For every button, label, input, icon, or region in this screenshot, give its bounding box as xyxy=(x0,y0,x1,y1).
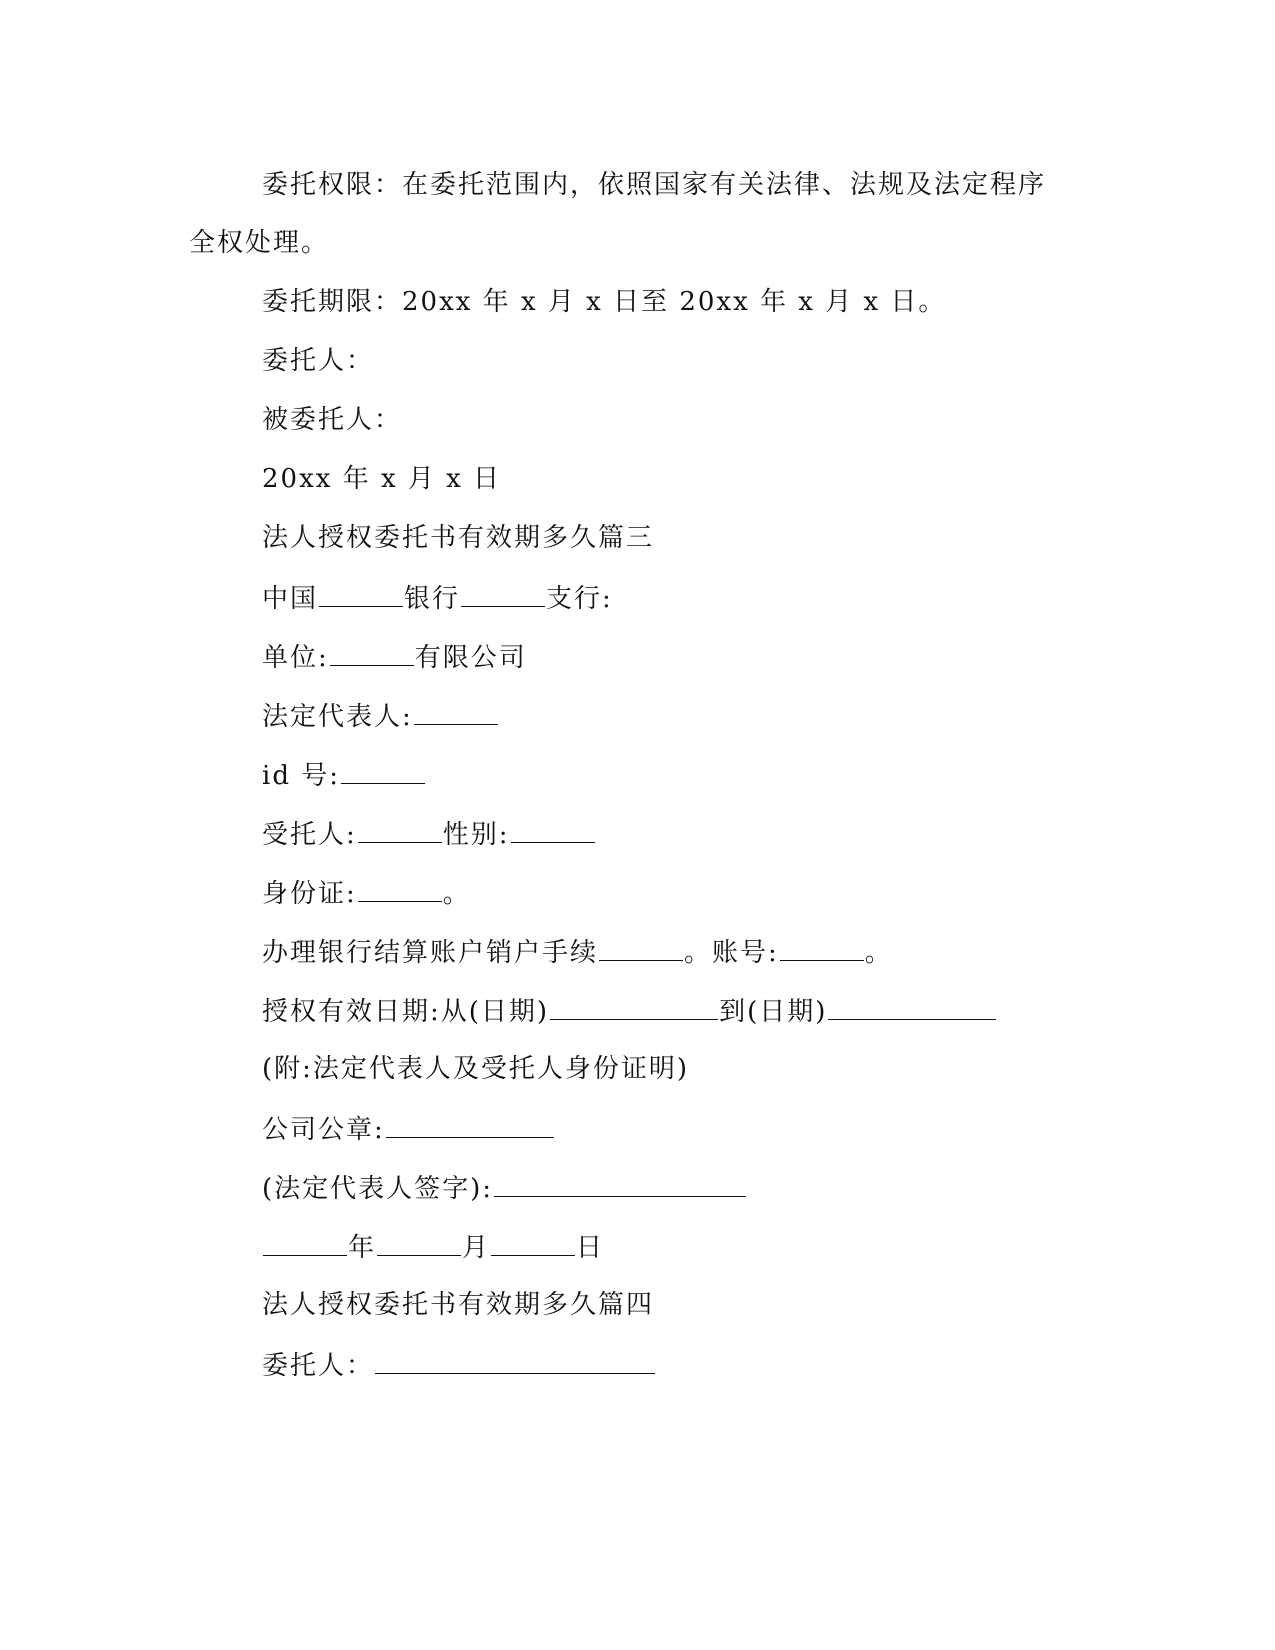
principal-label: 委托人： xyxy=(262,346,375,376)
attachment-note: (附:法定代表人及受托人身份证明) xyxy=(262,1054,690,1084)
seal-label: 公司公章: xyxy=(262,1115,385,1145)
bank-name-blank xyxy=(319,580,403,607)
authority-scope-continuation: 全权处理。 xyxy=(189,228,330,258)
validity-line xyxy=(262,993,997,1029)
id-label: id 号: xyxy=(262,761,340,791)
trustee-line xyxy=(262,816,596,852)
trustee-blank xyxy=(358,816,442,843)
signature-line xyxy=(262,1170,747,1206)
validity-from-label: 授权有效日期:从(日期) xyxy=(262,997,550,1027)
section-heading-three: 法人授权委托书有效期多久篇三 xyxy=(262,523,655,553)
gender-label: 性别: xyxy=(442,820,510,850)
unit-line xyxy=(262,639,527,675)
month-blank xyxy=(377,1229,461,1256)
unit-label: 单位: xyxy=(262,643,329,673)
authority-period-line: 委托期限：20xx 年 x 月 x 日至 20xx 年 x 月 x 日。 xyxy=(262,287,947,317)
signature-label: (法定代表人签字): xyxy=(262,1174,494,1204)
handle-line xyxy=(262,934,893,970)
signature-blank xyxy=(494,1170,746,1197)
signing-date: 20xx 年 x 月 x 日 xyxy=(262,464,502,494)
bank-line xyxy=(262,580,613,616)
authority-scope-line: 委托权限：在委托范围内，依照国家有关法律、法规及法定程序 xyxy=(262,170,1047,200)
account-label: 。账号: xyxy=(684,938,779,968)
idcard-label: 身份证: xyxy=(262,879,357,909)
principal-line xyxy=(262,1347,656,1383)
legal-rep-line xyxy=(262,698,499,734)
bank-line-middle: 银行 xyxy=(404,584,461,614)
id-line xyxy=(262,757,426,793)
account-blank xyxy=(780,934,864,961)
validity-to-label: 到(日期) xyxy=(719,997,828,1027)
principal-line-label: 委托人： xyxy=(262,1351,375,1381)
bank-line-prefix: 中国 xyxy=(262,584,319,614)
legal-rep-blank xyxy=(414,698,498,725)
handle-end: 。 xyxy=(864,938,893,968)
idcard-blank xyxy=(358,875,442,902)
legal-rep-label: 法定代表人: xyxy=(262,702,413,732)
trustee-label: 受托人: xyxy=(262,820,357,850)
handle-label: 办理银行结算账户销户手续 xyxy=(262,938,599,968)
seal-blank xyxy=(386,1111,554,1138)
year-blank xyxy=(263,1229,347,1256)
idcard-line xyxy=(262,875,471,911)
handle-blank xyxy=(599,934,683,961)
date-fill-line xyxy=(262,1229,604,1265)
day-label: 日 xyxy=(576,1233,605,1263)
idcard-end: 。 xyxy=(442,879,471,909)
unit-name-blank xyxy=(330,639,414,666)
validity-from-blank xyxy=(550,993,718,1020)
validity-to-blank xyxy=(828,993,996,1020)
unit-suffix: 有限公司 xyxy=(414,643,527,673)
branch-name-blank xyxy=(461,580,545,607)
day-blank xyxy=(491,1229,575,1256)
id-blank xyxy=(341,757,425,784)
agent-label: 被委托人： xyxy=(262,405,403,435)
gender-blank xyxy=(511,816,595,843)
seal-line xyxy=(262,1111,555,1147)
bank-line-suffix: 支行: xyxy=(546,584,613,614)
year-label: 年 xyxy=(348,1233,377,1263)
section-heading-four: 法人授权委托书有效期多久篇四 xyxy=(262,1290,655,1320)
principal-blank xyxy=(375,1347,655,1374)
month-label: 月 xyxy=(462,1233,491,1263)
